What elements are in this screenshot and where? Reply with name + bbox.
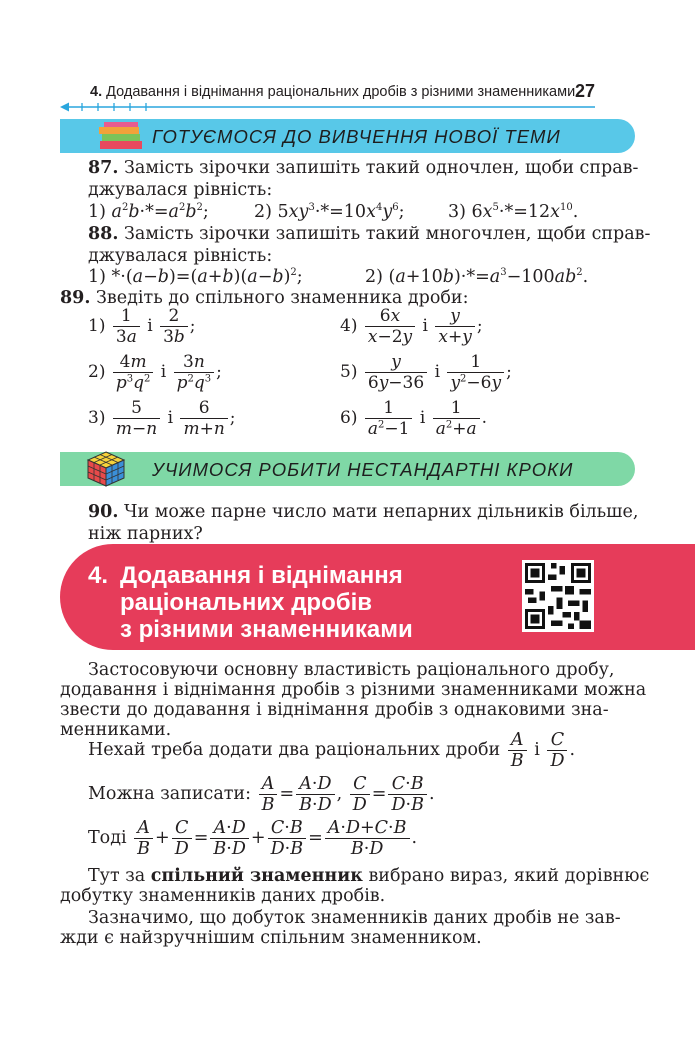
body-p1-line4: менниками. [60,720,172,740]
ex87-line1: 87. Замість зірочки запишіть такий одночлен, щоби справ- [88,158,639,178]
ex88-line2: джувалася рівність: [88,246,273,266]
ex88-item1: 1) $*\cdot(a-b)=(a+b)(a-b)^2$; [88,267,303,287]
ex90-line1: 90. Чи може парне число мати непарних дільників більше, [88,502,639,522]
body-p3: Можна записати: $\frac{A}{B}$ = $\frac{A\cdot D}{B\cdot D}$ , $\frac{C}{D}$ = $\frac{C\cdot B}{D\cdot B}$ . [88,774,435,815]
header-chapter-title: Додавання і віднімання раціональних дробів з різними знаменниками [106,84,576,100]
ex87-line2: джувалася рівність: [88,180,273,200]
ex89-item6: 6) $\frac{1}{a^2-1}$ і $\frac{1}{a^2+a}$ . [340,398,487,439]
rubiks-cube-icon [86,450,126,488]
lesson-title-line1: Додавання і віднімання [120,562,403,589]
ex89-item2: 2) $\frac{4m}{p^3q^2}$ і $\frac{3n}{p^2q^3}$ ; [88,352,222,393]
section-title-prepare: ГОТУЄМОСЯ ДО ВИВЧЕННЯ НОВОЇ ТЕМИ [152,126,561,147]
ruler-arrow-icon [60,101,595,113]
ex87-item1: 1) $a^2b\cdot*=a^2b^2$; [88,202,209,222]
lesson-number: 4. [88,562,109,589]
ex89-title: 89. Зведіть до спільного знаменника дроби: [60,288,469,308]
running-header [90,84,575,100]
ex89-item3: 3) $\frac{5}{m-n}$ і $\frac{6}{m+n}$ ; [88,398,236,439]
section-title-nonstandard: УЧИМОСЯ РОБИТИ НЕСТАНДАРТНІ КРОКИ [152,459,574,480]
ex88-item2: 2) $(a+10b)\cdot*=a^3-100ab^2$. [365,267,589,287]
header-chapter-number: 4. [90,84,103,100]
ex89-item5: 5) $\frac{y}{6y-36}$ і $\frac{1}{y^2-6y}$ ; [340,352,512,393]
body-p2: Нехай треба додати два раціональних дроби $\frac{A}{B}$ і $\frac{C}{D}$ . [88,730,576,771]
body-p5-line1: Тут за спільний знаменник вибрано вираз, який дорівнює [88,866,650,886]
lesson-title-line2: раціональних дробів [120,589,372,616]
lesson-title-block [60,544,695,650]
body-p5-line2: добутку знаменників даних дробів. [60,886,386,906]
ex87-item3: 3) $6x^5\cdot*=12x^{10}$. [448,202,579,222]
term-common-denominator: спільний знаменник [150,866,363,886]
lesson-title-line3: з різними знаменниками [120,616,413,643]
body-p6-line2: жди є найзручнішим спільним знаменником. [60,928,482,948]
ex90-line2: ніж парних? [88,524,203,544]
ex89-item4: 4) $\frac{6x}{x-2y}$ і $\frac{y}{x+y}$ ; [340,306,483,347]
body-p1-line3: звести до додавання і віднімання дробів з однаковими зна- [60,700,609,720]
body-p1-line2: додавання і віднімання дробів з різними знаменниками можна [60,680,647,700]
ex88-line1: 88. Замість зірочки запишіть такий многочлен, щоби справ- [88,224,651,244]
body-p1-line1: Застосовуючи основну властивість раціонального дробу, [88,660,615,680]
page-number: 27 [575,81,596,101]
qr-code-icon[interactable] [522,560,594,632]
ex89-item1: 1) $\frac{1}{3a}$ і $\frac{2}{3b}$ ; [88,306,196,347]
books-icon [98,121,146,151]
ex87-item2: 2) $5xy^3\cdot*=10x^4y^6$; [254,202,405,222]
section-banner-prepare [60,119,635,153]
body-p4: Тоді $\frac{A}{B}$ + $\frac{C}{D}$ = $\frac{A\cdot D}{B\cdot D}$ + $\frac{C\cdot B}{D\cdot B}$ = $\frac{A\cdot D+C\cdot B}{B\cdot D}$ . [88,818,418,859]
body-p6-line1: Зазначимо, що добуток знаменників даних дробів не зав- [88,908,621,928]
section-banner-nonstandard [60,452,635,486]
